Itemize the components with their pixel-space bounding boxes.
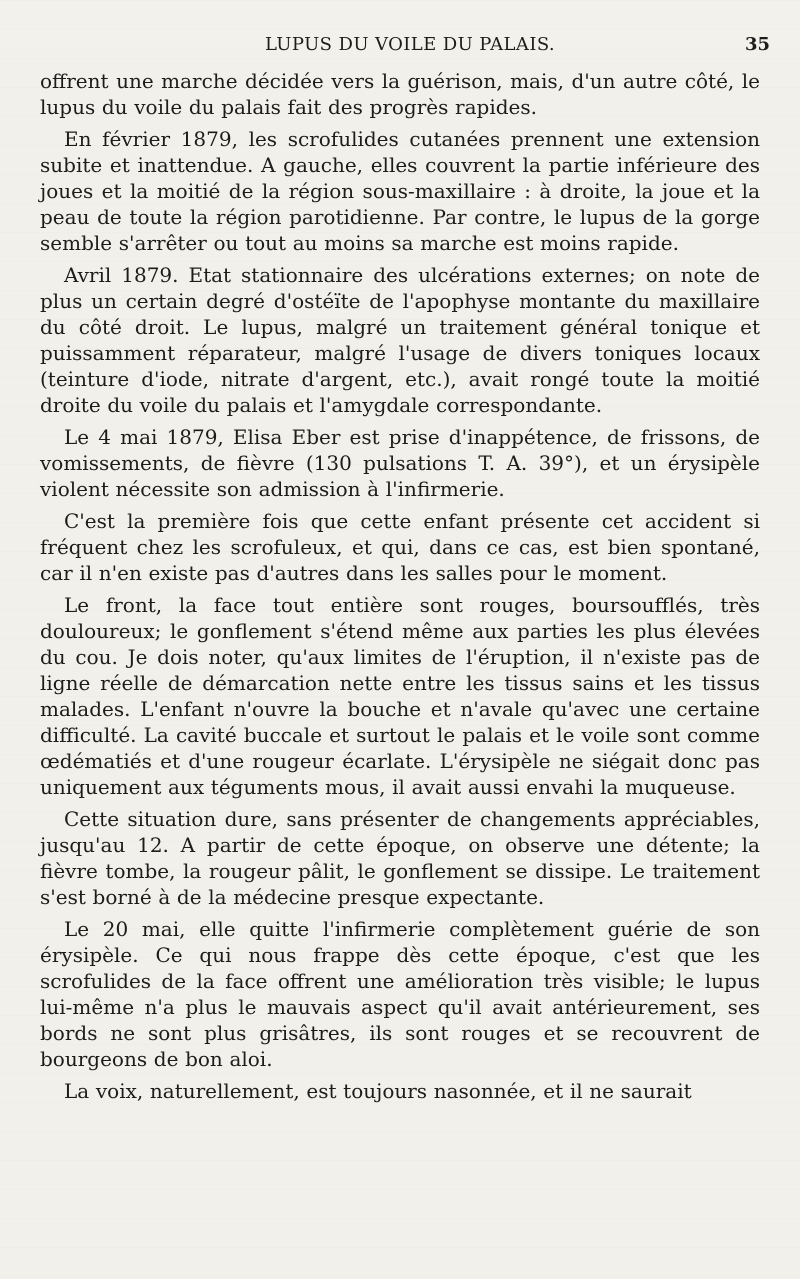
running-title: LUPUS DU VOILE DU PALAIS. [264,34,556,55]
paragraph-6: Le front, la face tout entière sont rouges, boursoufflés, très douloureux; le gonflement s'étend même aux parties les plus élevées du cou. Je dois noter, qu'aux limites de l'éruption, il n'existe pas de ligne réelle de démarcation nette entre les tissus sains et les tissus malades. L'enfant n'ouvre la bouche et n'avale qu'avec une certaine difficulté. La cavité buccale et surtout le palais et le voile sont comme œdématiés et d'une rougeur écarlate. L'érysipèle ne siégait donc pas uniquement aux téguments mous, il avait aussi envahi la muqueuse. [40,593,760,799]
paragraph-8: Le 20 mai, elle quitte l'infirmerie complètement guérie de son érysipèle. Ce qui nous frappe dès cette époque, c'est que les scrofulides de la face offrent une amélioration très visible; le lupus lui-même n'a plus le mauvais aspect qu'il avait antérieurement, ses bords ne sont plus grisâtres, ils sont rouges et se recouvrent de bourgeons de bon aloi. [40,917,760,1071]
paragraph-1: offrent une marche décidée vers la guérison, mais, d'un autre côté, le lupus du voile du palais fait des progrès rapides. [40,69,760,119]
paragraph-3: Avril 1879. Etat stationnaire des ulcérations externes; on note de plus un certain degré d'ostéïte de l'apophyse montante du maxillaire du côté droit. Le lupus, malgré un traitement général tonique et puissamment réparateur, malgré l'usage de divers toniques locaux (teinture d'iode, nitrate d'argent, etc.), avait rongé toute la moitié droite du voile du palais et l'amygdale correspondante. [40,263,760,417]
paragraph-7: Cette situation dure, sans présenter de changements appréciables, jusqu'au 12. A partir de cette époque, on observe une détente; la fièvre tombe, la rougeur pâlit, le gonflement se dissipe. Le traitement s'est borné à de la médecine presque expectante. [40,807,760,909]
page-number: 35 [744,34,770,55]
paragraph-9: La voix, naturellement, est toujours nasonnée, et il ne saurait [64,1079,692,1103]
body-text [40,68,760,1104]
paragraph-4: Le 4 mai 1879, Elisa Eber est prise d'inappétence, de frissons, de vomissements, de fièvre (130 pulsations T. A. 39°), et un érysipèle violent nécessite son admission à l'infirmerie. [40,425,760,501]
paragraph-2: En février 1879, les scrofulides cutanées prennent une extension subite et inattendue. A gauche, elles couvrent la partie inférieure des joues et la moitié de la région sous-maxillaire : à droite, la joue et la peau de toute la région parotidienne. Par contre, le lupus de la gorge semble s'arrêter ou tout au moins sa marche est moins rapide. [40,127,760,255]
paragraph-5: C'est la première fois que cette enfant présente cet accident si fréquent chez les scrofuleux, et qui, dans ce cas, est bien spontané, car il n'en existe pas d'autres dans les salles pour le moment. [40,509,760,585]
page-header [40,34,770,62]
